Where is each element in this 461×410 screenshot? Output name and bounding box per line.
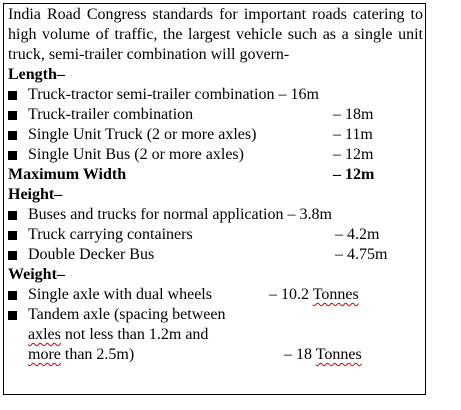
list-item-value: – 11m (333, 126, 373, 143)
max-width-row (8, 165, 425, 185)
list-item-value: – 18m (333, 106, 374, 123)
list-item-length-2 (8, 105, 425, 125)
list-item-label: Single Unit Bus (2 or more axles) (28, 146, 244, 163)
list-item-height-3 (8, 245, 425, 265)
square-bullet-icon (8, 211, 17, 220)
list-item-label: Single Unit Truck (2 or more axles) (28, 126, 257, 143)
height-heading: Height– (8, 186, 63, 203)
list-item-value: – 10.2 Tonnes (269, 286, 359, 303)
spellcheck-word: axles (28, 326, 61, 343)
square-bullet-icon (8, 111, 17, 120)
spellcheck-word: more (28, 346, 61, 363)
list-item-weight-1 (8, 285, 425, 305)
spellcheck-word: Tonnes (312, 286, 359, 303)
list-item-label: Truck-trailer combination (28, 106, 194, 123)
intro-paragraph: India Road Congress standards for important roads catering to high volume of traffic, the largest vehicle such as a single unit truck, semi-trailer combination will govern- (8, 6, 423, 63)
list-item-value: – 18 Tonnes (284, 346, 362, 363)
list-item-label: Truck carrying containers (28, 226, 193, 243)
list-item-value: – 12m (333, 146, 374, 163)
list-item-label: Truck-tractor semi-trailer combination – 16m (28, 86, 319, 103)
list-item-weight-2-line-3 (8, 345, 425, 365)
square-bullet-icon (8, 91, 17, 100)
length-heading: Length– (8, 66, 65, 83)
list-item-continuation: more than 2.5m) (28, 346, 135, 363)
list-item-length-1 (8, 85, 425, 105)
list-item-weight-2-line-2 (8, 325, 425, 345)
square-bullet-icon (8, 131, 17, 140)
list-item-length-4 (8, 145, 425, 165)
list-item-continuation: axles not less than 1.2m and (28, 326, 209, 343)
list-item-weight-2 (8, 305, 425, 325)
list-item-label: Double Decker Bus (28, 246, 155, 263)
list-item-height-2 (8, 225, 425, 245)
square-bullet-icon (8, 291, 17, 300)
standards-text-box (3, 3, 426, 395)
list-item-label: Single axle with dual wheels (28, 286, 212, 303)
list-item-label: Buses and trucks for normal application – 3.8m (28, 206, 332, 223)
square-bullet-icon (8, 311, 17, 320)
list-item-value: – 4.2m (335, 226, 380, 243)
list-item-label: Tandem axle (spacing between (28, 306, 226, 323)
max-width-value: – 12m (333, 166, 375, 183)
square-bullet-icon (8, 251, 17, 260)
list-item-length-3 (8, 125, 425, 145)
square-bullet-icon (8, 151, 17, 160)
weight-heading: Weight– (8, 266, 65, 283)
max-width-label: Maximum Width (8, 166, 127, 183)
list-item-height-1 (8, 205, 425, 225)
square-bullet-icon (8, 231, 17, 240)
spellcheck-word: Tonnes (315, 346, 362, 363)
list-item-value: – 4.75m (335, 246, 388, 263)
